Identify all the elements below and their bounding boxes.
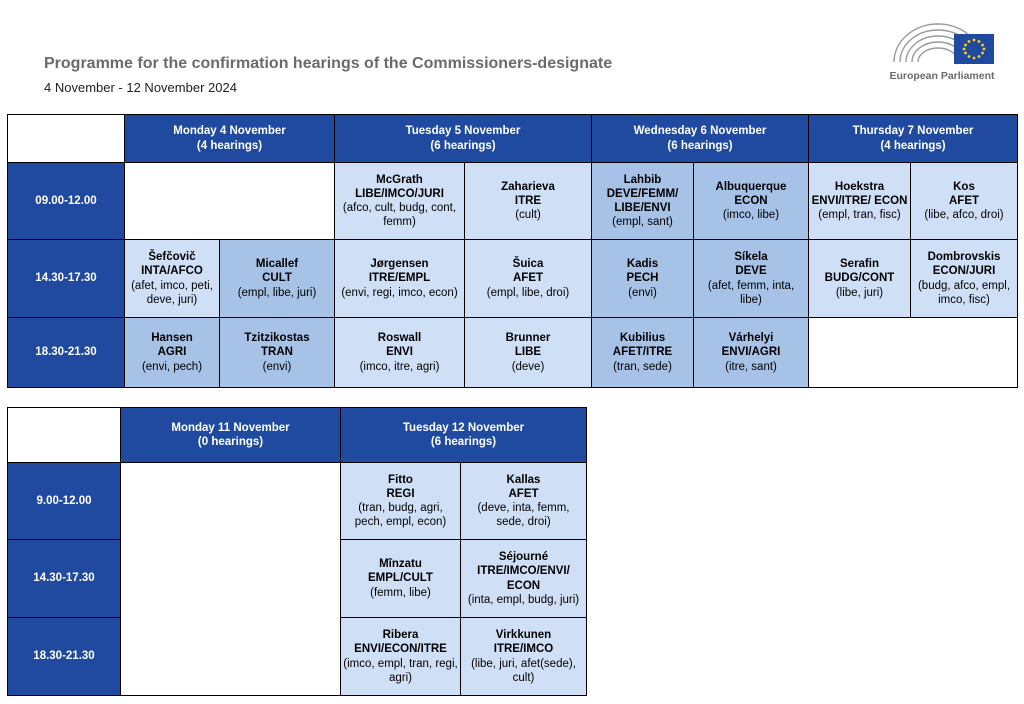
empty-slot [125,163,335,240]
corner-cell [8,408,121,463]
hearing-cell: Séjourné ITRE/IMCO/ENVI/ ECON (inta, empl, budg, juri) [461,540,587,618]
hearing-cell: Serafin BUDG/CONT (libe, juri) [809,240,911,318]
time-slot: 14.30-17.30 [8,540,121,618]
day-header: Tuesday 5 November (6 hearings) [335,115,592,163]
day-header: Tuesday 12 November (6 hearings) [341,408,587,463]
page-title: Programme for the confirmation hearings of the Commissioners-designate [44,55,613,72]
hearing-cell: Šuica AFET (empl, libe, droi) [465,240,592,318]
time-slot: 18.30-21.30 [8,318,125,388]
empty-slot [809,318,1018,388]
time-slot: 9.00-12.00 [8,463,121,540]
hearing-cell: Zaharieva ITRE (cult) [465,163,592,240]
hearing-cell: Micallef CULT (empl, libe, juri) [220,240,335,318]
time-slot: 18.30-21.30 [8,618,121,696]
logo-text: European Parliament [889,70,995,82]
hearing-cell: Šefčovič INTA/AFCO (afet, imco, peti, deve, juri) [125,240,220,318]
hearing-cell: Hansen AGRI (envi, pech) [125,318,220,388]
empty-slot [121,463,341,696]
time-slot: 09.00-12.00 [8,163,125,240]
hearing-cell: Albuquerque ECON (imco, libe) [694,163,809,240]
hearing-cell: Kos AFET (libe, afco, droi) [911,163,1018,240]
hearing-cell: Kubilius AFET/ITRE (tran, sede) [592,318,694,388]
hearing-cell: Brunner LIBE (deve) [465,318,592,388]
hearing-cell: Lahbib DEVE/FEMM/ LIBE/ENVI (empl, sant) [592,163,694,240]
hearing-cell: Kallas AFET (deve, inta, femm, sede, droi) [461,463,587,540]
time-slot: 14.30-17.30 [8,240,125,318]
hearing-cell: Jørgensen ITRE/EMPL (envi, regi, imco, econ) [335,240,465,318]
parliament-hemicycle-icon [884,12,1000,70]
hearing-cell: Fitto REGI (tran, budg, agri, pech, empl, econ) [341,463,461,540]
hearing-cell: Várhelyi ENVI/AGRI (itre, sant) [694,318,809,388]
hearing-cell: Dombrovskis ECON/JURI (budg, afco, empl, imco, fisc) [911,240,1018,318]
schedule-table-week2 [7,407,587,696]
hearing-cell: Roswall ENVI (imco, itre, agri) [335,318,465,388]
hearing-cell: Ribera ENVI/ECON/ITRE (imco, empl, tran, regi, agri) [341,618,461,696]
hearing-cell: Tzitzikostas TRAN (envi) [220,318,335,388]
hearing-cell: Hoekstra ENVI/ITRE/ ECON (empl, tran, fisc) [809,163,911,240]
hearing-cell: Mînzatu EMPL/CULT (femm, libe) [341,540,461,618]
schedule-table-week1 [7,114,1018,388]
day-header: Wednesday 6 November (6 hearings) [592,115,809,163]
hearing-cell: Kadis PECH (envi) [592,240,694,318]
day-header: Thursday 7 November (4 hearings) [809,115,1018,163]
hearing-cell: Virkkunen ITRE/IMCO (libe, juri, afet(sede), cult) [461,618,587,696]
page-subtitle: 4 November - 12 November 2024 [44,80,237,95]
corner-cell [8,115,125,163]
day-header: Monday 11 November (0 hearings) [121,408,341,463]
european-parliament-logo [884,12,1000,90]
day-header: Monday 4 November (4 hearings) [125,115,335,163]
hearing-cell: McGrath LIBE/IMCO/JURI (afco, cult, budg, cont, femm) [335,163,465,240]
hearing-cell: Síkela DEVE (afet, femm, inta, libe) [694,240,809,318]
